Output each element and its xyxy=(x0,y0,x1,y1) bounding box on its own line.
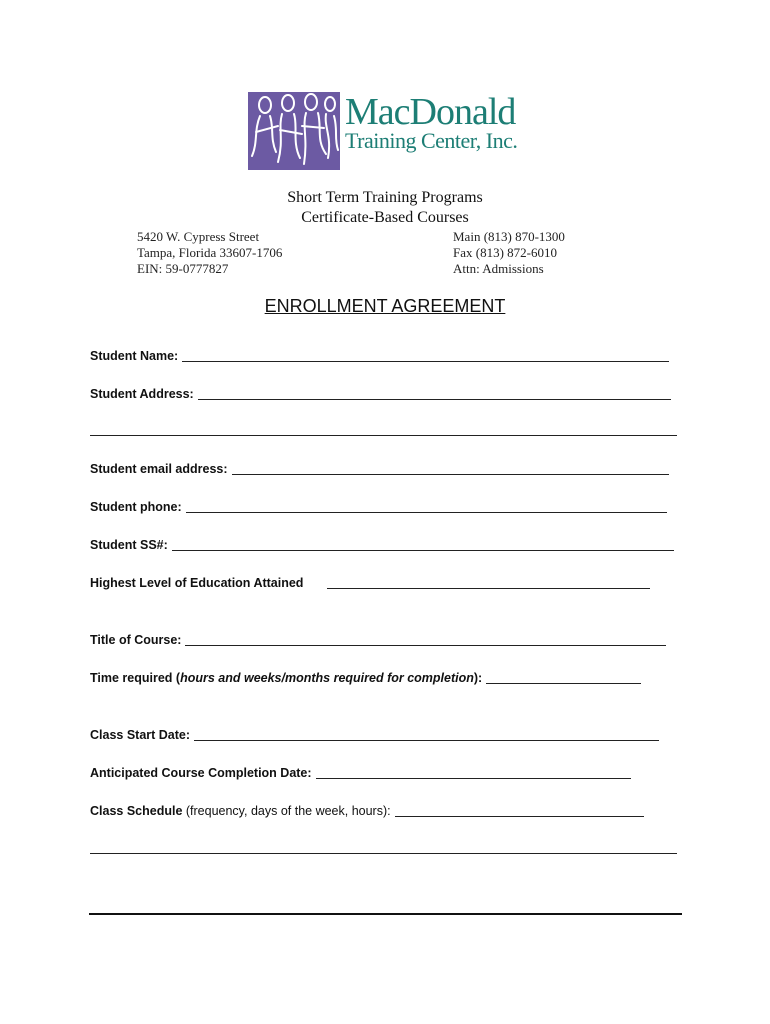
course-title-row xyxy=(90,628,666,648)
logo-subtitle: Training Center, Inc. xyxy=(345,128,518,153)
time-required-field[interactable] xyxy=(486,683,641,684)
student-address-label: Student Address: xyxy=(90,387,194,401)
student-ss-label: Student SS#: xyxy=(90,538,168,552)
student-name-field[interactable] xyxy=(182,361,669,362)
time-required-row xyxy=(90,666,641,686)
agreement-title: ENROLLMENT AGREEMENT xyxy=(264,296,506,316)
course-title-field[interactable] xyxy=(185,645,666,646)
contact-block xyxy=(453,229,565,277)
class-schedule-row xyxy=(90,799,644,819)
class-start-date-row xyxy=(90,723,659,743)
course-title-label: Title of Course: xyxy=(90,633,182,647)
main-phone: Main (813) 870-1300 xyxy=(453,229,565,244)
student-name-row xyxy=(90,344,669,364)
ein-number: EIN: 59-0777827 xyxy=(137,261,229,276)
program-title-line1: Short Term Training Programs xyxy=(287,189,483,206)
student-ss-row xyxy=(90,533,674,553)
highest-education-field[interactable] xyxy=(327,588,650,589)
time-required-hint: hours and weeks/months required for completion xyxy=(180,671,474,685)
student-address-field[interactable] xyxy=(198,399,671,400)
class-schedule-line2-field[interactable] xyxy=(90,853,677,854)
highest-education-label: Highest Level of Education Attained xyxy=(90,576,304,590)
class-schedule-title: Class Schedule xyxy=(90,804,183,818)
address-block xyxy=(137,229,282,277)
student-ss-field[interactable] xyxy=(172,550,674,551)
completion-date-row xyxy=(90,761,631,781)
fax-number: Fax (813) 872-6010 xyxy=(453,245,557,260)
highest-education-row xyxy=(90,571,650,591)
time-required-label xyxy=(90,670,482,686)
completion-date-label: Anticipated Course Completion Date: xyxy=(90,766,312,780)
class-schedule-field[interactable] xyxy=(395,816,644,817)
student-email-row xyxy=(90,457,669,477)
logo-name: MacDonald xyxy=(345,91,516,133)
section-divider xyxy=(89,913,682,915)
program-title-line2: Certificate-Based Courses xyxy=(301,209,469,226)
student-address-line2-field[interactable] xyxy=(90,435,677,436)
class-start-date-label: Class Start Date: xyxy=(90,728,191,742)
class-schedule-hint: (frequency, days of the week, hours): xyxy=(182,804,391,818)
time-required-prefix: Time required ( xyxy=(90,671,181,685)
logo-figures-icon xyxy=(248,92,340,170)
student-phone-field[interactable] xyxy=(186,512,667,513)
student-phone-label: Student phone: xyxy=(90,500,182,514)
student-address-row xyxy=(90,382,671,402)
student-email-field[interactable] xyxy=(232,474,669,475)
time-required-suffix: ): xyxy=(473,671,483,685)
city-state-zip: Tampa, Florida 33607-1706 xyxy=(137,245,283,260)
student-phone-row xyxy=(90,495,667,515)
street-address: 5420 W. Cypress Street xyxy=(137,229,260,244)
class-start-date-field[interactable] xyxy=(194,740,659,741)
student-name-label: Student Name: xyxy=(90,349,179,363)
completion-date-field[interactable] xyxy=(316,778,631,779)
company-logo xyxy=(248,92,528,172)
student-email-label: Student email address: xyxy=(90,462,228,476)
class-schedule-label xyxy=(90,803,391,819)
attention-line: Attn: Admissions xyxy=(453,261,544,276)
